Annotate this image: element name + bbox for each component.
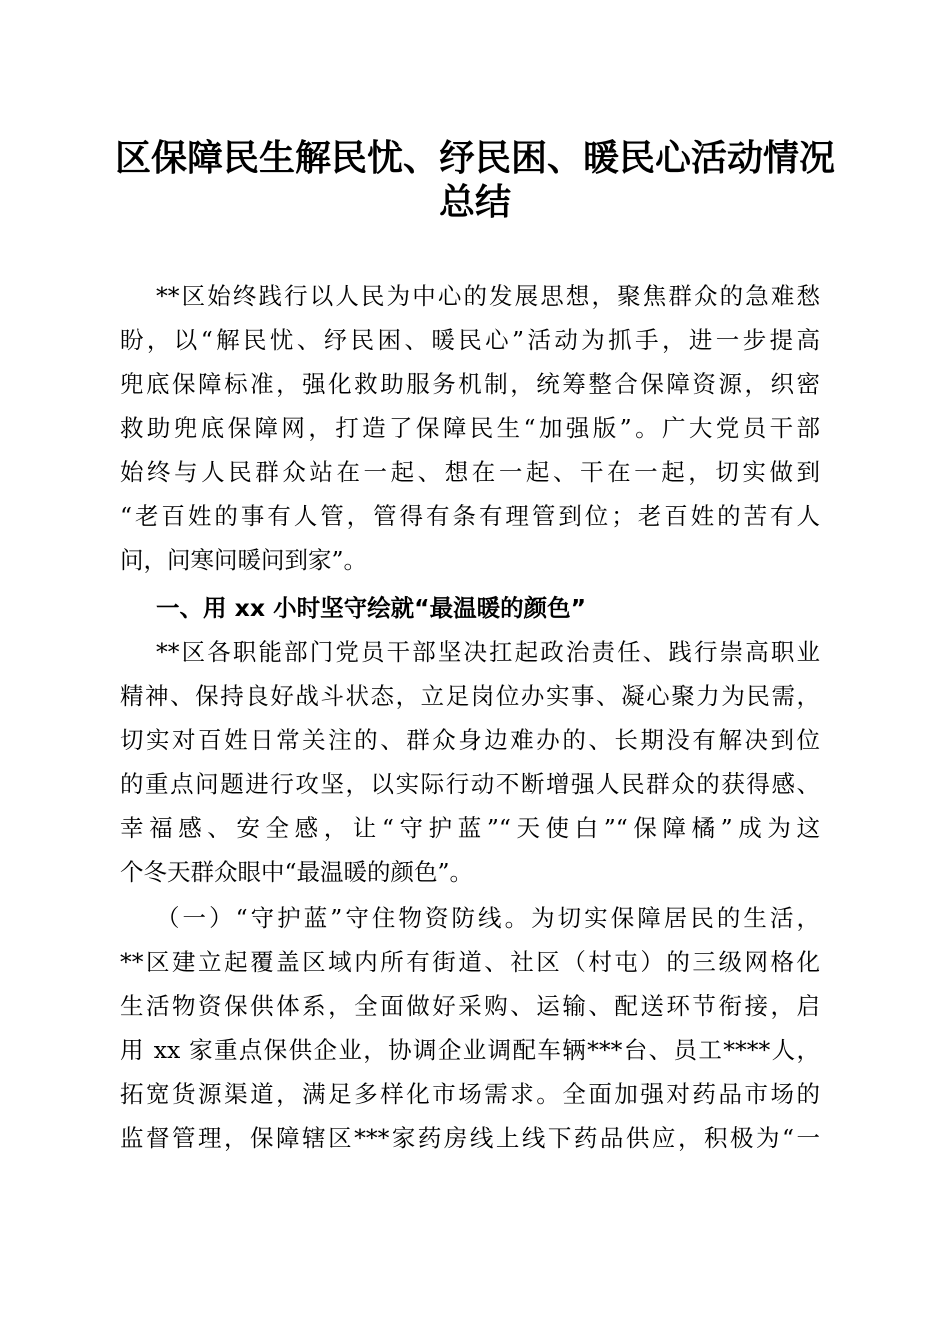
text-line: **区始终践行以人民为中心的发展思想，聚焦群众的急难愁 xyxy=(156,282,820,310)
text-line: 问，问寒问暖问到家”。 xyxy=(120,546,368,574)
text-line: （一）“守护蓝”守住物资防线。为切实保障居民的生活， xyxy=(156,904,820,932)
text-line: 切实对百姓日常关注的、群众身边难办的、长期没有解决到位 xyxy=(120,726,820,754)
text-line: 盼，以“解民忧、纾民困、暖民心”活动为抓手，进一步提高 xyxy=(120,326,820,354)
text-line: 精神、保持良好战斗状态，立足岗位办实事、凝心聚力为民需， xyxy=(120,682,820,710)
text-line: 个冬天群众眼中“最温暖的颜色”。 xyxy=(120,858,474,886)
text-line: 的重点问题进行攻坚，以实际行动不断增强人民群众的获得感、 xyxy=(120,770,820,798)
section-heading-text: 一、用 xx 小时坚守绘就“最温暖的颜色” xyxy=(156,594,587,622)
text-line: **区建立起覆盖区域内所有街道、社区（村屯）的三级网格化 xyxy=(120,948,820,976)
text-line: 救助兜底保障网，打造了保障民生“加强版”。广大党员干部 xyxy=(120,414,820,442)
title-line: 区保障民生解民忧、纾民困、暖民心活动情况 xyxy=(114,137,835,179)
text-line: 用 xx 家重点保供企业，协调企业调配车辆***台、员工****人， xyxy=(120,1036,820,1064)
text-line: 监督管理，保障辖区***家药房线上线下药品供应，积极为“一 xyxy=(120,1124,820,1152)
text-line: 生活物资保供体系，全面做好采购、运输、配送环节衔接，启 xyxy=(120,992,820,1020)
text-line: 始终与人民群众站在一起、想在一起、干在一起，切实做到 xyxy=(120,458,820,486)
text-line: 幸福感、安全感，让“守护蓝”“天使白”“保障橘”成为这 xyxy=(120,814,820,842)
title-line: 总结 xyxy=(438,181,511,223)
text-line: **区各职能部门党员干部坚决扛起政治责任、践行崇高职业 xyxy=(156,638,820,666)
text-line: 拓宽货源渠道，满足多样化市场需求。全面加强对药品市场的 xyxy=(120,1080,820,1108)
document-title xyxy=(100,136,850,224)
text-line: “老百姓的事有人管，管得有条有理管到位；老百姓的苦有人 xyxy=(120,502,820,530)
text-line: 兜底保障标准，强化救助服务机制，统筹整合保障资源，织密 xyxy=(120,370,820,398)
